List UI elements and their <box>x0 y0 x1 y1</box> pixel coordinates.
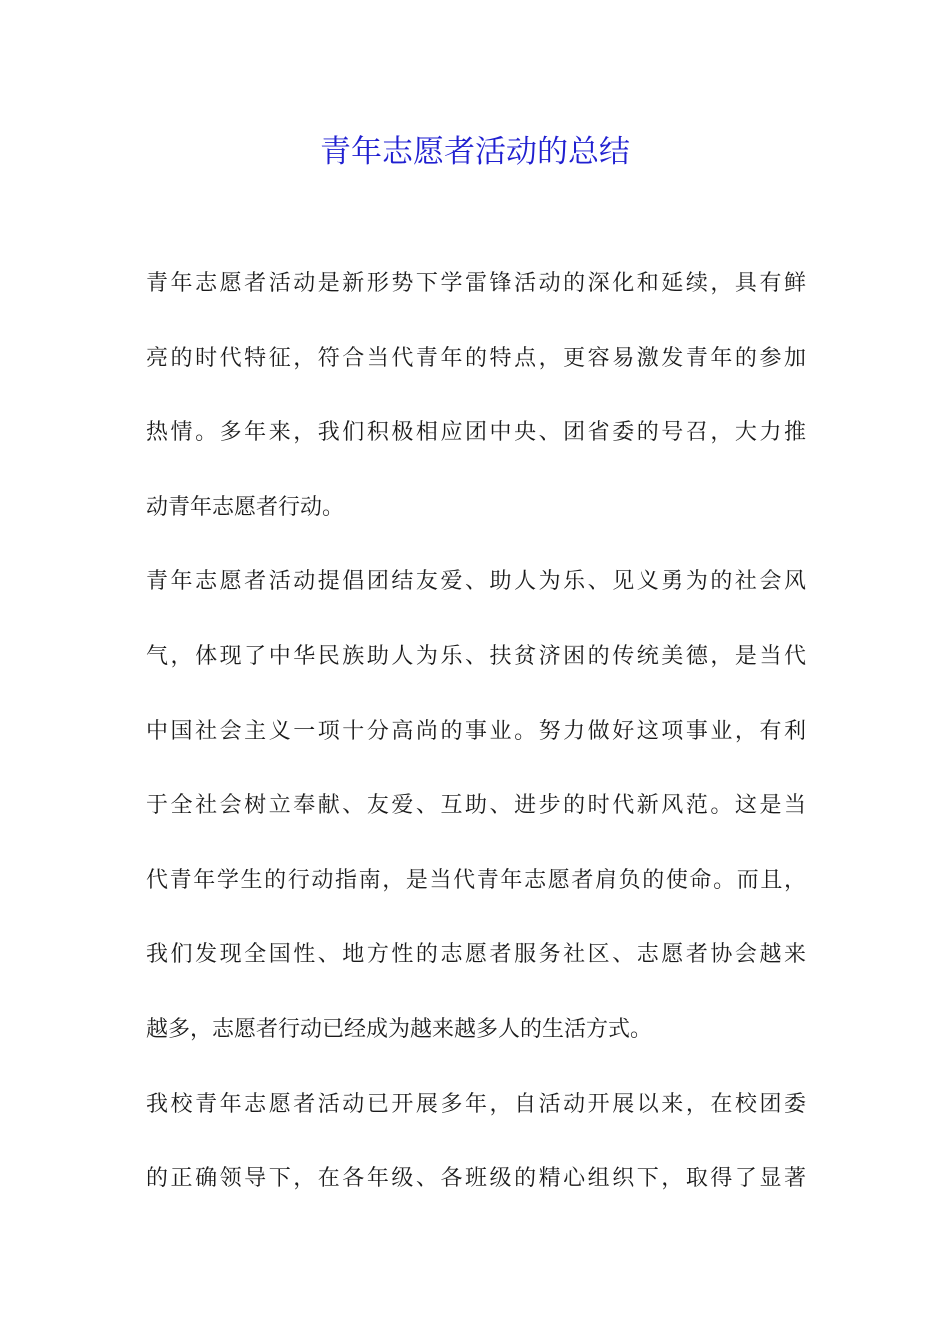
paragraph-line: 青年志愿者活动提倡团结友爱、助人为乐、见义勇为的社会风 <box>146 569 806 595</box>
paragraph-line: 代青年学生的行动指南，是当代青年志愿者肩负的使命。而且， <box>146 867 806 893</box>
paragraph-line: 我校青年志愿者活动已开展多年，自活动开展以来，在校团委 <box>146 1091 806 1117</box>
document-title: 青年志愿者活动的总结 <box>320 134 630 170</box>
paragraph-line: 亮的时代特征，符合当代青年的特点，更容易激发青年的参加 <box>146 345 806 371</box>
paragraph-line: 的正确领导下，在各年级、各班级的精心组织下，取得了显著 <box>146 1166 806 1192</box>
document-body <box>146 258 806 1228</box>
paragraph-line: 动青年志愿者行动。 <box>146 494 345 520</box>
paragraph-line: 中国社会主义一项十分高尚的事业。努力做好这项事业，有利 <box>146 718 806 744</box>
paragraph-line: 我们发现全国性、地方性的志愿者服务社区、志愿者协会越来 <box>146 942 806 968</box>
paragraph-line: 越多，志愿者行动已经成为越来越多人的生活方式。 <box>146 1016 653 1042</box>
paragraph-line: 热情。多年来，我们积极相应团中央、团省委的号召，大力推 <box>146 420 806 446</box>
paragraph-line: 于全社会树立奉献、友爱、互助、进步的时代新风范。这是当 <box>146 793 806 819</box>
paragraph-line: 气，体现了中华民族助人为乐、扶贫济困的传统美德，是当代 <box>146 643 806 669</box>
paragraph-line: 青年志愿者活动是新形势下学雷锋活动的深化和延续，具有鲜 <box>146 271 806 296</box>
